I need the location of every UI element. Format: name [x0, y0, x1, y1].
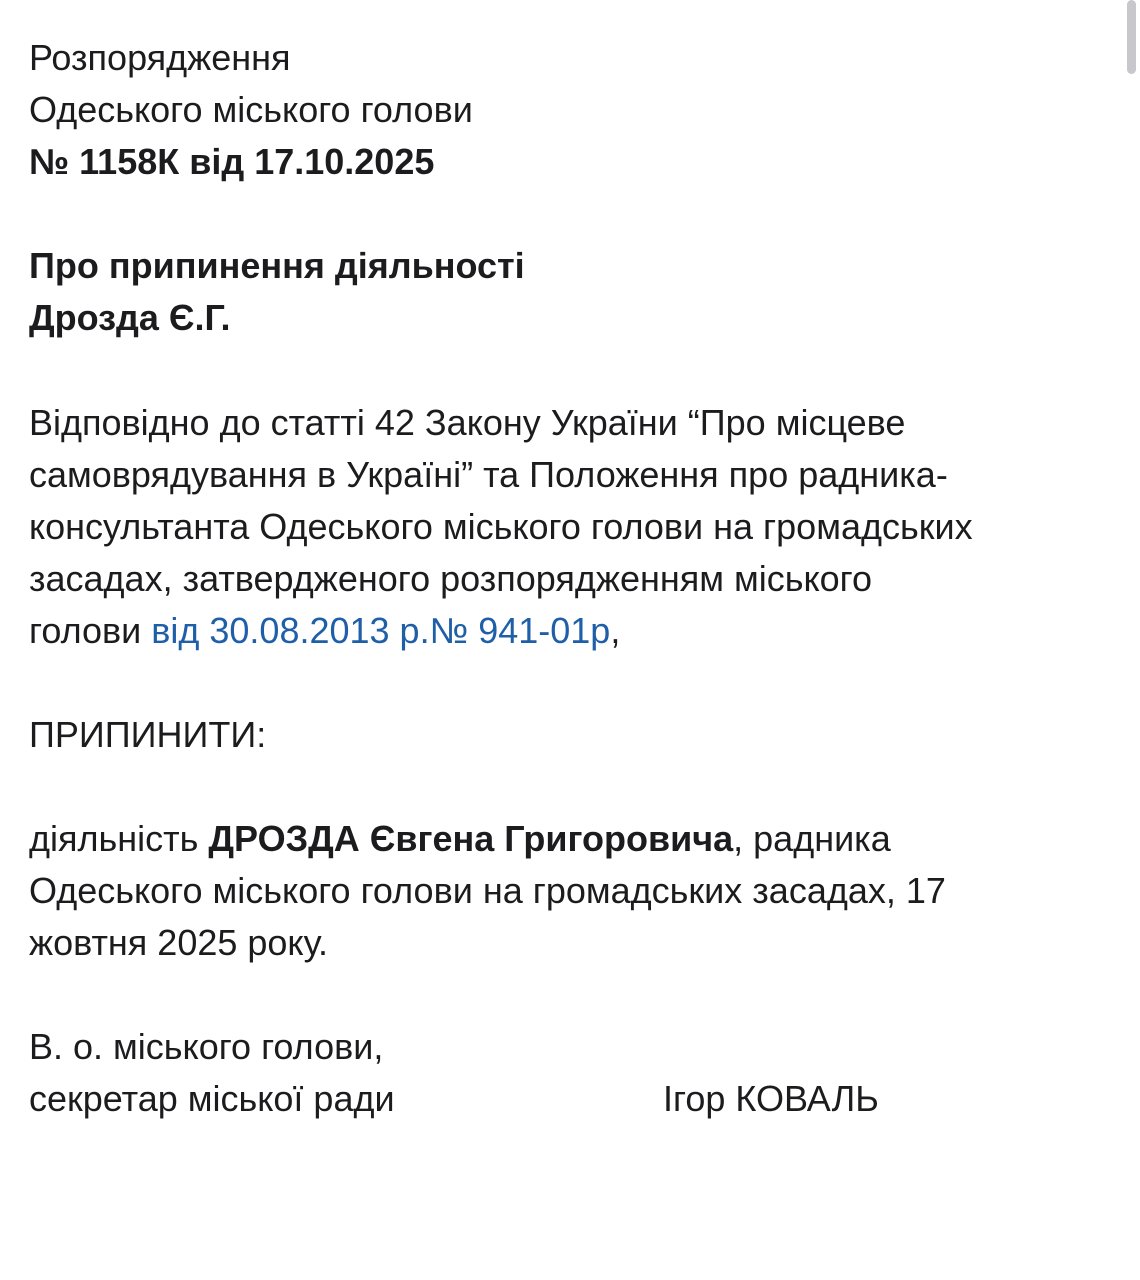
preamble-line-2: самоврядування в Україні” та Положення про радника-: [29, 454, 948, 495]
scrollbar[interactable]: [1127, 0, 1136, 74]
document-subject: [29, 240, 1089, 344]
subject-line-2: Дрозда Є.Г.: [29, 297, 231, 338]
order-body: [29, 813, 1089, 969]
preamble-line-4: засадах, затвердженого розпорядженням міського: [29, 558, 873, 599]
preamble-line-3: консультанта Одеського міського голови на громадських: [29, 506, 973, 547]
body-line-1-suffix: , радника: [733, 818, 891, 859]
body-line-2: Одеського міського голови на громадських засадах, 17: [29, 870, 946, 911]
header-issuer: Одеського міського голови: [29, 89, 473, 130]
body-line-1-prefix: діяльність: [29, 818, 209, 859]
document-number: № 1158К від 17.10.2025: [29, 141, 435, 182]
document-header: [29, 32, 1089, 188]
body-line-1: [29, 813, 1089, 865]
preamble: [29, 397, 1089, 657]
preamble-line-5-suffix: ,: [610, 610, 621, 651]
signer-name: Ігор КОВАЛЬ: [663, 1078, 879, 1119]
preamble-line-5-prefix: голови: [29, 610, 152, 651]
signature-block: [29, 1021, 1089, 1125]
person-name: ДРОЗДА Євгена Григоровича: [208, 818, 734, 859]
preamble-line-5: [29, 605, 1089, 657]
order-verb: ПРИПИНИТИ:: [29, 714, 267, 755]
header-title: Розпорядження: [29, 37, 291, 78]
document: [29, 32, 1089, 1125]
signature-row: [29, 1073, 1089, 1125]
signer-position-line-2: секретар міської ради: [29, 1078, 395, 1119]
preamble-line-1: Відповідно до статті 42 Закону України “Про місцеве: [29, 402, 906, 443]
body-line-3: жовтня 2025 року.: [29, 922, 328, 963]
signer-position-line-1: В. о. міського голови,: [29, 1026, 384, 1067]
decree-link[interactable]: від 30.08.2013 р.№ 941-01р: [151, 610, 611, 651]
subject-line-1: Про припинення діяльності: [29, 245, 525, 286]
